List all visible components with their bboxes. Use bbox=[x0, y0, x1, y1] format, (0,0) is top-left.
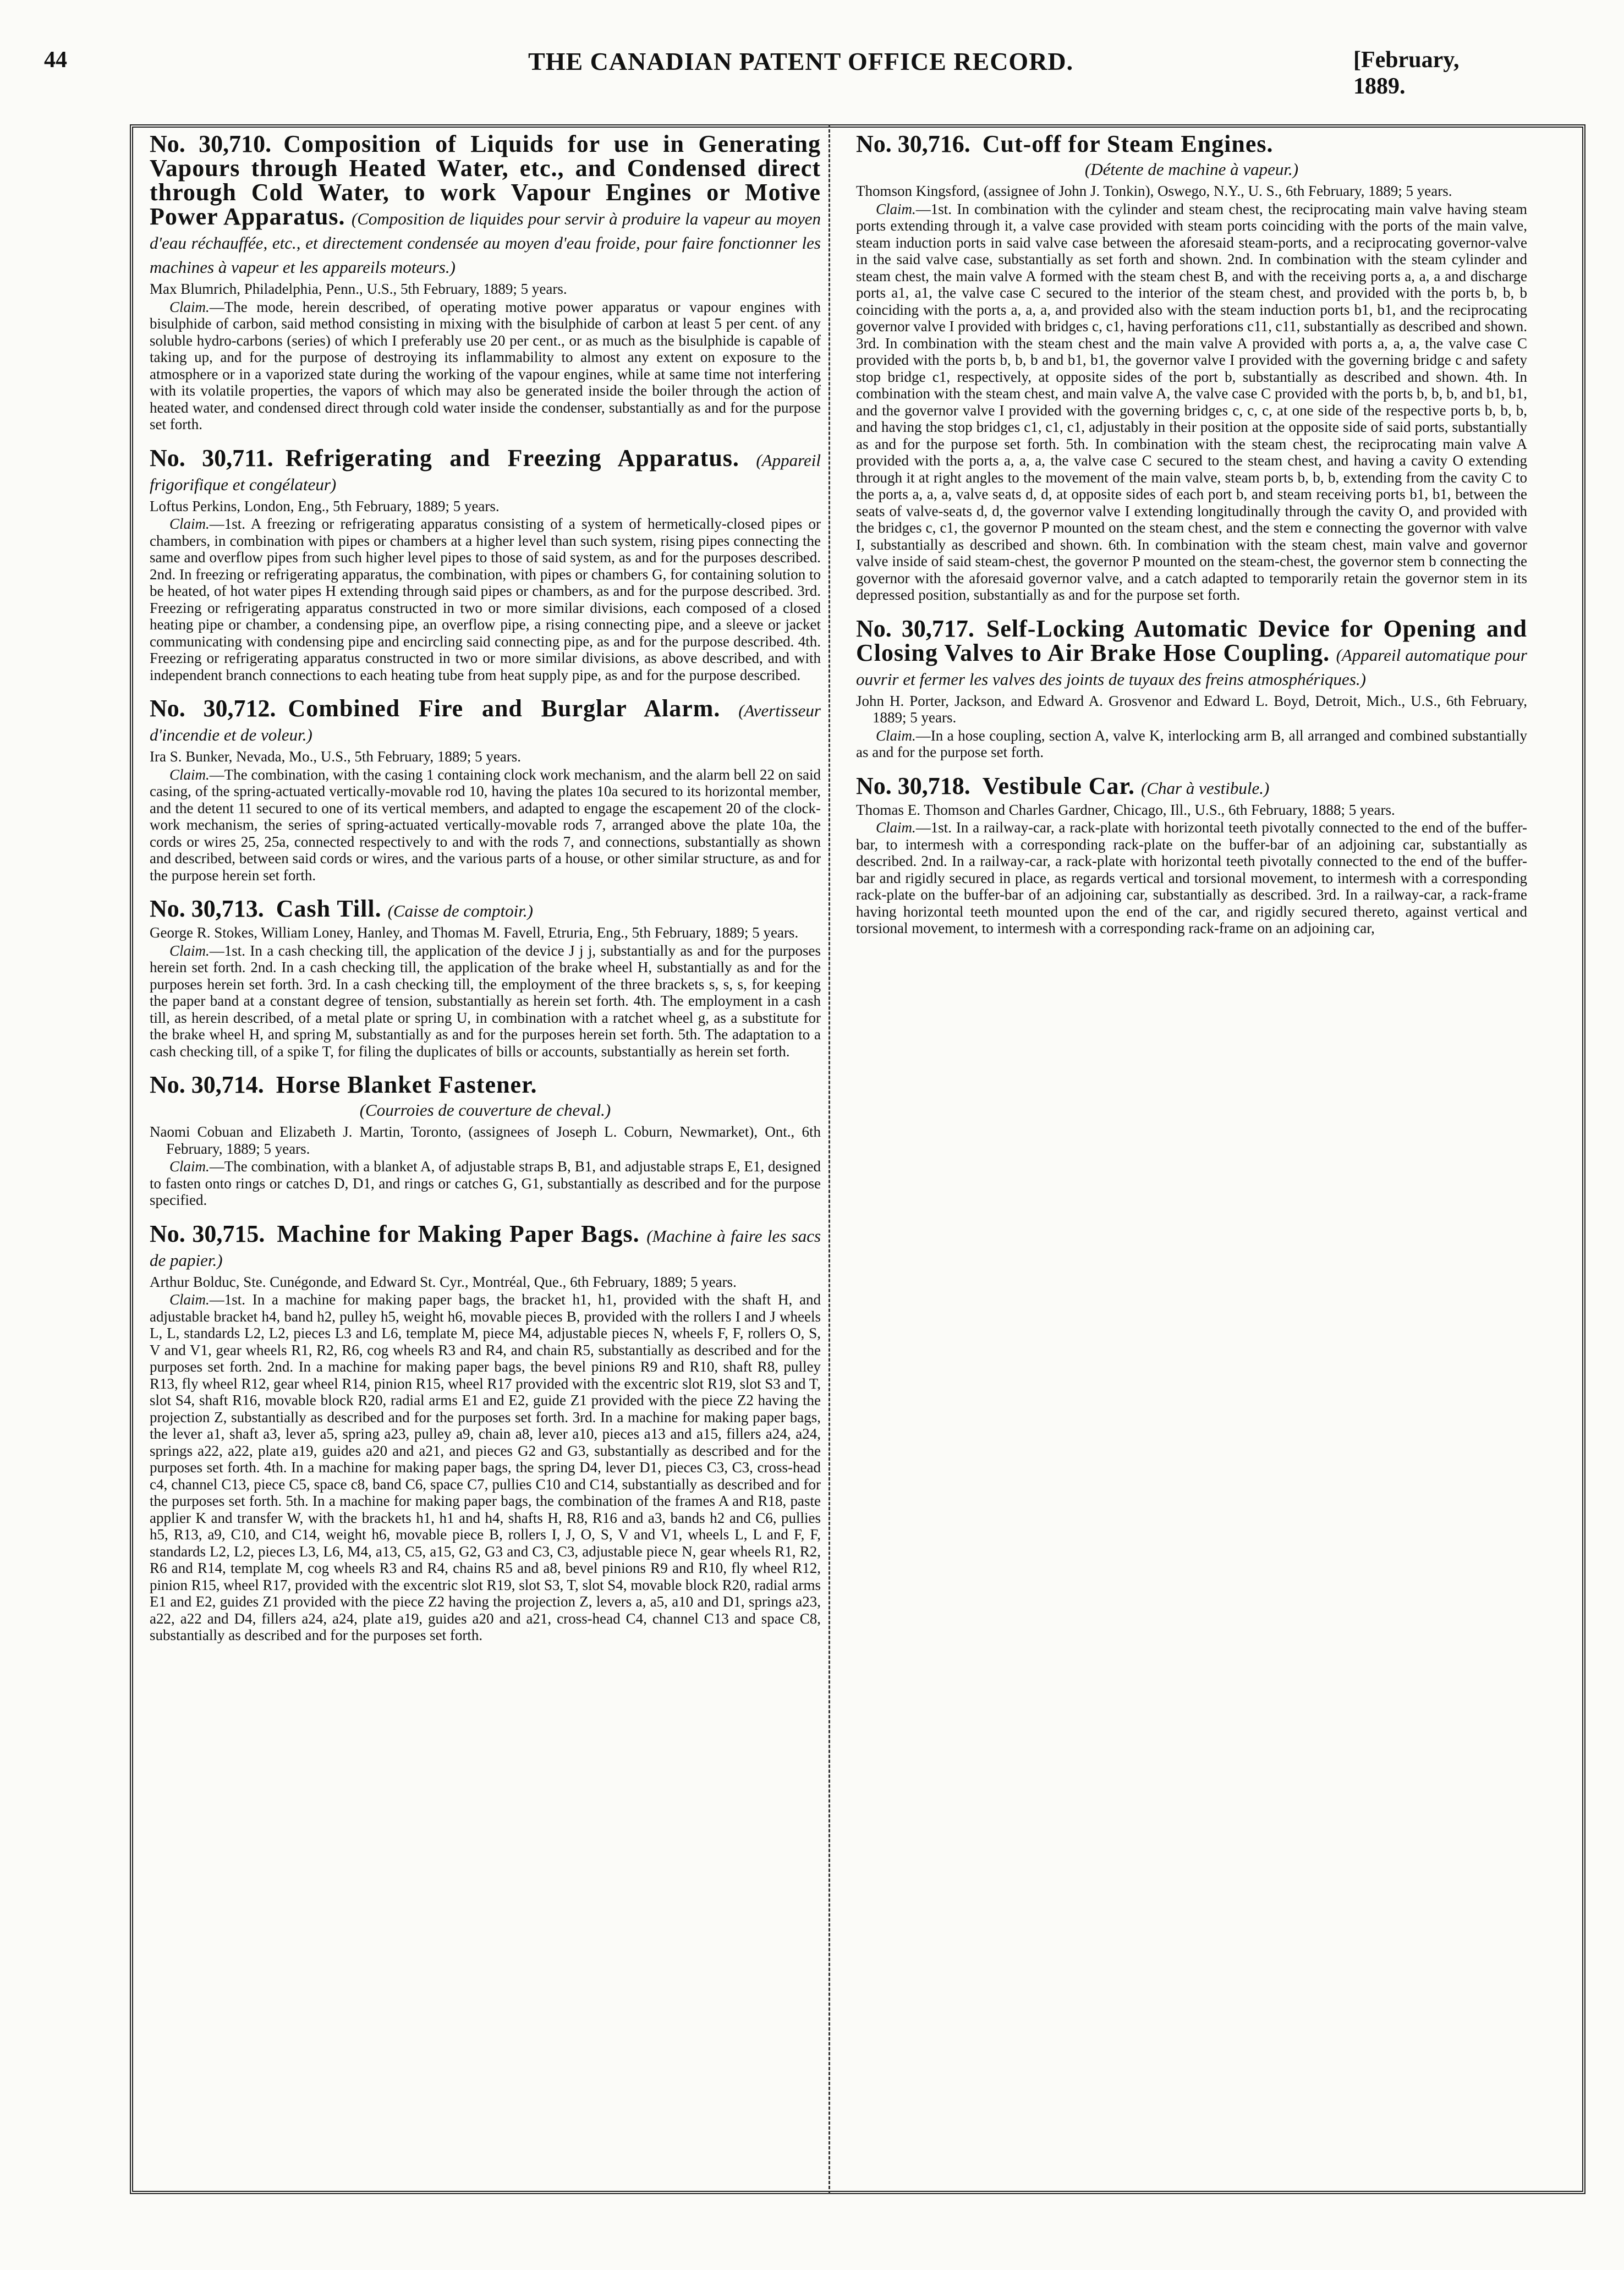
claim-body: —1st. In a railway-car, a rack-plate with horizontal teeth pivotally connected to the end of the buffer-bar, to intermesh with a corresponding rack-plate on the buffer-bar of an adjoining car, substantially as described. 2nd. In a railway-car, a rack-plate with horizontal teeth pivotally connected to the end of the buffer-bar and rigidly secured in place, as regards vertical and torsional movement, to intermesh with a corresponding rack-plate on the buffer-bar of an adjoining car, substantially as described. 3rd. In a railway-car, a rack-frame having horizontal teeth mounted upon the end of the car, and rigidly secured thereto, against vertical and torsional movement, to intermesh with a corresponding rack-frame on an adjoining car, bbox=[856, 819, 1527, 936]
patent-number: No. 30,715. bbox=[150, 1220, 265, 1247]
patent-entry-30715 bbox=[150, 1222, 821, 1644]
left-column bbox=[150, 132, 821, 2168]
inventor-line: Ira S. Bunker, Nevada, Mo., U.S., 5th February, 1889; 5 years. bbox=[150, 748, 522, 765]
patent-entry-30712 bbox=[150, 697, 821, 884]
claim-text bbox=[150, 942, 821, 1060]
patent-title: Horse Blanket Fastener. bbox=[276, 1071, 537, 1098]
patent-number: No. 30,714. bbox=[150, 1071, 264, 1098]
claim-label: Claim. bbox=[876, 200, 916, 217]
claim-text bbox=[150, 516, 821, 683]
patent-entry-30710 bbox=[150, 132, 821, 433]
patent-title: Machine for Making Paper Bags. bbox=[277, 1220, 640, 1247]
patent-title: Cash Till. bbox=[276, 895, 382, 922]
inventor-line: Max Blumrich, Philadelphia, Penn., U.S., 5th February, 1889; 5 years. bbox=[150, 281, 567, 297]
patent-number: No. 30,710. bbox=[150, 132, 272, 157]
entry-heading bbox=[150, 446, 821, 495]
claim-label: Claim. bbox=[169, 516, 210, 532]
patent-entry-30714 bbox=[150, 1073, 821, 1209]
entry-heading bbox=[856, 774, 1527, 798]
entry-heading bbox=[150, 1073, 821, 1097]
claim-label: Claim. bbox=[876, 819, 916, 836]
claim-text bbox=[150, 299, 821, 433]
claim-text bbox=[856, 201, 1527, 604]
claim-label: Claim. bbox=[169, 942, 210, 959]
claim-body: —1st. In a machine for making paper bags, the bracket h1, h1, provided with the shaft H, and adjustable bracket h4, band h2, pulley h5, weight h6, movable pieces B, provided with the rollers I and J wheels L, L, standards L2, L2, pieces L3 and L6, template M, piece M4, adjustable pieces N, wheels F, F, rollers O, S, V and V1, gear wheels R1, R2, R6, cog wheels R3 and R4, and chain R5, substantially as described and for the purposes set forth. 2nd. In a machine for making paper bags, the bevel pinions R9 and R10, shaft R8, pulley R13, fly wheel R12, gear wheel R14, pinion R15, wheel R17 provided with the excentric slot R19, slot S3 and T, slot S4, shaft R16, movable block R20, radial arms E1 and E2, guide Z1 provided with the piece Z2 having the projection Z, substantially as described and for the purposes set forth. 3rd. In a machine for making paper bags, the lever a1, shaft a3, lever a5, spring a23, pulley a9, chain a8, lever a10, pieces a13 and a15, fillers a24, a24, springs a22, a22, plate a19, guides a20 and a21, and pieces G2 and G3, substantially as described and for the purposes set forth. 4th. In a machine for making paper bags, the spring D4, lever D1, pieces C3, C3, cross-head c4, channel C13, piece C5, space c8, band C6, space C7, pullies C10 and C14, substantially as described and for the purposes set forth. 5th. In a machine for making paper bags, the combination of the frames A and R18, paste applier K and transfer W, with the brackets h1, h1 and h4, shafts H, R8, R16 and a3, bands h2 and C6, pullies h5, R13, a9, C10, and C14, weight h6, movable piece B, rollers I, J, O, S, V and V1, wheels L, L and F, F, standards L2, L2, pieces L3, L6, M4, a13, C5, a15, G2, G3 and C3, C3, adjustable piece N, gear wheels R1, R2, R6 and R14, template M, cog wheels R3 and R4, chains R5 and a8, bevel pinions R9 and R10, fly wheel R12, pinion R15, wheel R17, provided with the excentric slot R19, slot S3, T, slot S4, movable block R20, radial arms E1 and E2, guides Z1 provided with the piece Z2 having the projection Z, levers a, a5, a10 and D1, springs a23, a22, a22 and D4, fillers a24, a24, plate a19, guides a20 and a21, cross-head C4, channel C13 and space C8, substantially as described and for the purposes set forth. bbox=[150, 1291, 821, 1643]
claim-body: —The combination, with a blanket A, of adjustable straps B, B1, and adjustable straps E, E1, designed to fasten onto rings or catches D, D1, and rings or catches G, G1, substantially as described and for the purpose specified. bbox=[150, 1158, 821, 1208]
patent-entry-30711 bbox=[150, 446, 821, 684]
entry-heading bbox=[150, 1222, 821, 1270]
french-title: (Caisse de comptoir.) bbox=[387, 901, 533, 920]
patent-number: No. 30,717. bbox=[856, 615, 974, 642]
claim-body: —The mode, herein described, of operating motive power apparatus or vapour engines with bisulphide of carbon, said method consisting in mixing with the bisulphide of carbon at least 5 per cent. of any soluble hydro-carbons (series) of which I preferably use 20 per cent., or as much as the bisulphide is capable of taking up, and for the purpose of destroying its inflammability to almost any extent on exposure to the atmosphere or in a vaporized state during the working of the vapour engines, while at same time not interfering with its volatile properties, the vapors of which may also be generated inside the boiler through the action of heated water, and condensed direct through cold water inside the condenser, substantially as and for the purpose set forth. bbox=[150, 298, 821, 432]
entry-heading bbox=[856, 132, 1527, 156]
issue-date: [February, 1889. bbox=[1353, 47, 1460, 99]
patent-title: Vestibule Car. bbox=[982, 772, 1135, 799]
french-title: (Avertisseur d'incendie et de voleur.) bbox=[150, 701, 821, 744]
claim-text bbox=[150, 1158, 821, 1209]
inventor-line: Arthur Bolduc, Ste. Cunégonde, and Edward St. Cyr., Montréal, Que., 6th February, 1889; 5 years. bbox=[150, 1273, 737, 1290]
inventor-line: Thomas E. Thomson and Charles Gardner, Chicago, Ill., U.S., 6th February, 1888; 5 years. bbox=[856, 801, 1395, 818]
french-title: (Détente de machine à vapeur.) bbox=[1084, 160, 1299, 179]
inventor-line: Thomson Kingsford, (assignee of John J. Tonkin), Oswego, N.Y., U. S., 6th February, 1889; 5 years. bbox=[856, 183, 1452, 199]
claim-label: Claim. bbox=[876, 727, 916, 744]
french-title: (Char à vestibule.) bbox=[1141, 778, 1270, 798]
inventor-line: Loftus Perkins, London, Eng., 5th February, 1889; 5 years. bbox=[150, 497, 500, 514]
patent-number: No. 30,711. bbox=[150, 444, 273, 471]
publication-title: THE CANADIAN PATENT OFFICE RECORD. bbox=[528, 47, 1074, 75]
inventor-line: George R. Stokes, William Loney, Hanley, and Thomas M. Favell, Etruria, Eng., 5th February, 1889; 5 years. bbox=[150, 924, 799, 941]
claim-body: —The combination, with the casing 1 containing clock work mechanism, and the alarm bell 22 on said casing, of the spring-actuated vertically-movable rod 10, having the plates 10a secured to its horizontal member, and the detent 11 secured to one of its vertical members, and adapted to engage the escapement 20 of the clock-work mechanism, the series of spring-actuated vertically-movable rods 7, arranged above the plate 10a, the cords or wires 25, 25a, connected respectively to and with the rods 7, and connections, substantially as shown and described, between said cords or wires, and the various parts of a house, or other similar structure, as and for the purpose herein set forth. bbox=[150, 766, 821, 884]
entry-heading bbox=[856, 617, 1527, 689]
column-divider bbox=[829, 124, 830, 2194]
entry-heading bbox=[150, 697, 821, 745]
inventor-line: John H. Porter, Jackson, and Edward A. Grosvenor and Edward L. Boyd, Detroit, Mich., U.S., 6th February, 1889; 5 years. bbox=[856, 692, 1527, 726]
patent-title: Cut-off for Steam Engines. bbox=[982, 132, 1274, 157]
patent-entry-30713 bbox=[150, 897, 821, 1060]
french-title: (Appareil automatique pour ouvrir et fermer les valves des joints de tuyaux des freins atmosphériques.) bbox=[856, 645, 1527, 689]
french-title: (Appareil frigorifique et congélateur) bbox=[150, 450, 821, 494]
claim-text bbox=[856, 819, 1527, 937]
claim-text bbox=[856, 727, 1527, 761]
patent-number: No. 30,716. bbox=[856, 132, 970, 157]
patent-number: No. 30,712. bbox=[150, 695, 276, 722]
claim-body: —1st. In combination with the cylinder and steam chest, the reciprocating main valve having steam ports extending through it, a valve case provided with steam ports coinciding with the ports of the main valve, steam induction ports in said valve case between the aforesaid steam-ports, and a reciprocating governor-valve in the said valve case, substantially as set forth and shown. 2nd. In combination with the steam cylinder and steam chest, the main valve A formed with the steam chest B, and with the receiving ports a, a, a and discharge ports a1, a1, the valve case C secured to the interior of the steam chest, and provided with the ports b, b, b coinciding with the ports a, a, a, and provided also with the steam induction ports b1, b1, and the reciprocating governor valve I provided with bridges c, c1, having perforations c11, c11, substantially as described and shown. 3rd. In combination with the steam chest and the main valve A provided with ports a, a, a, the valve case C provided with the ports b, b, b and b1, b1, the governor valve I provided with the governing bridge c and safety stop bridge c1, respectively, at opposite sides of the port b, substantially as described and shown. 4th. In combination with the steam chest, and main valve A, the valve case C provided with the ports b, b, b, and b1, b1, and the governor valve I provided with the governing bridges c, c, c, at one side of the respective ports b, b, b, and having the stop bridges c1, c1, c1, adjustably in their position at the opposite side of said ports, substantially as and for the purpose set forth. 5th. In combination with the steam chest, the reciprocating main valve A provided with the ports a, a, a, the valve case C secured to the steam chest, and having a cavity O extending through it at right angles to the movement of the main valve, steam ports b, b, b, extending from the cavity C to the ports a, a, a, valve seats d, d, at opposite sides of each port b, and steam receiving ports b1, b1, between the seats of valve-seats d, d, the governor valve I extending longitudinally through the cavity O, and provided with the bridges c, c1, the governor P mounted on the steam chest, and the stem e connecting the governor with valve I, substantially as described and shown. 6th. In combination with the steam chest, main valve and governor valve inside of said steam-chest, the governor P mounted on the steam-chest, the governor stem b connecting the governor with the aforesaid governor valve, and a catch adapted to temporarily retain the governor stem in its depressed position, substantially as and for the purpose set forth. bbox=[856, 200, 1527, 603]
entry-heading bbox=[150, 132, 821, 277]
claim-text bbox=[150, 766, 821, 884]
claim-body: —1st. In a cash checking till, the application of the device J j j, substantially as and for the purposes herein set forth. 2nd. In a cash checking till, the application of the brake wheel H, substantially as and for the purposes herein set forth. 3rd. In a cash checking till, the employment of the three brackets s, s, s, for keeping the paper band at a constant degree of tension, substantially as herein set forth. 4th. The employment in a cash till, as herein described, of a metal plate or spring U, in combination with a ratchet wheel g, as a substitute for the brake wheel H, and spring M, substantially as and for the purposes herein set forth. 5th. The adaptation to a cash checking till, of a spike T, for filing the duplicates of bills or accounts, substantially as herein set forth. bbox=[150, 942, 821, 1060]
page-number: 44 bbox=[44, 47, 67, 73]
claim-label: Claim. bbox=[169, 766, 210, 783]
patent-number: No. 30,713. bbox=[150, 895, 264, 922]
inventor-line: Naomi Cobuan and Elizabeth J. Martin, Toronto, (assignees of Joseph L. Coburn, Newmarket), Ont., 6th February, 1889; 5 years. bbox=[150, 1123, 821, 1157]
claim-label: Claim. bbox=[169, 1158, 210, 1175]
patent-entry-30716 bbox=[856, 132, 1527, 604]
patent-title: Refrigerating and Freezing Apparatus. bbox=[285, 444, 739, 471]
french-title: (Courroies de couverture de cheval.) bbox=[359, 1100, 611, 1120]
claim-label: Claim. bbox=[169, 298, 210, 315]
patent-number: No. 30,718. bbox=[856, 772, 970, 799]
patent-title: Combined Fire and Burglar Alarm. bbox=[288, 695, 721, 722]
page-header bbox=[44, 47, 1474, 99]
entry-heading bbox=[150, 897, 821, 921]
patent-title: Self-Locking Automatic Device for Opening and Closing Valves to Air Brake Hose Coupling. bbox=[856, 615, 1527, 666]
patent-entry-30717 bbox=[856, 617, 1527, 761]
right-column bbox=[856, 132, 1527, 2168]
patent-entry-30718 bbox=[856, 774, 1527, 937]
claim-body: —1st. A freezing or refrigerating apparatus consisting of a system of hermetically-closed pipes or chambers, in combination with pipes or chambers at a higher level than such system, rising pipes connecting the same and overflow pipes from such higher level pipes to those of said system, as and for the purposes described. 2nd. In freezing or refrigerating apparatus, the combination, with pipes or chambers G, for containing solution to be heated, of hot water pipes H extending through said pipes or chambers, as and for the purpose described. 3rd. Freezing or refrigerating apparatus constructed in two or more similar divisions, each composed of a closed heating pipe or chamber, a condensing pipe, an overflow pipe, a rising connecting pipe, and a sleeve or jacket communicating with condensing pipe and encircling said connecting pipe, as and for the purpose described. 4th. Freezing or refrigerating apparatus constructed in two or more similar divisions, as above described, and with independent branch connections to each heating tube from heat supply pipe, as and for the purpose described. bbox=[150, 516, 821, 683]
french-title: (Composition de liquides pour servir à produire la vapeur au moyen d'eau réchauffée, etc., et directement condensée au moyen d'eau froide, pour faire fonctionner les machines à vapeur et les appareils moteurs.) bbox=[150, 209, 821, 277]
claim-body: —In a hose coupling, section A, valve K, interlocking arm B, all arranged and combined substantially as and for the purpose set forth. bbox=[856, 727, 1527, 760]
french-title: (Machine à faire les sacs de papier.) bbox=[150, 1226, 821, 1270]
claim-text bbox=[150, 1291, 821, 1644]
claim-label: Claim. bbox=[169, 1291, 210, 1308]
patent-title: Composition of Liquids for use in Generating Vapours through Heated Water, etc., and Condensed direct through Cold Water, to work Vapour Engines or Motive Power Apparatus. bbox=[150, 132, 821, 230]
